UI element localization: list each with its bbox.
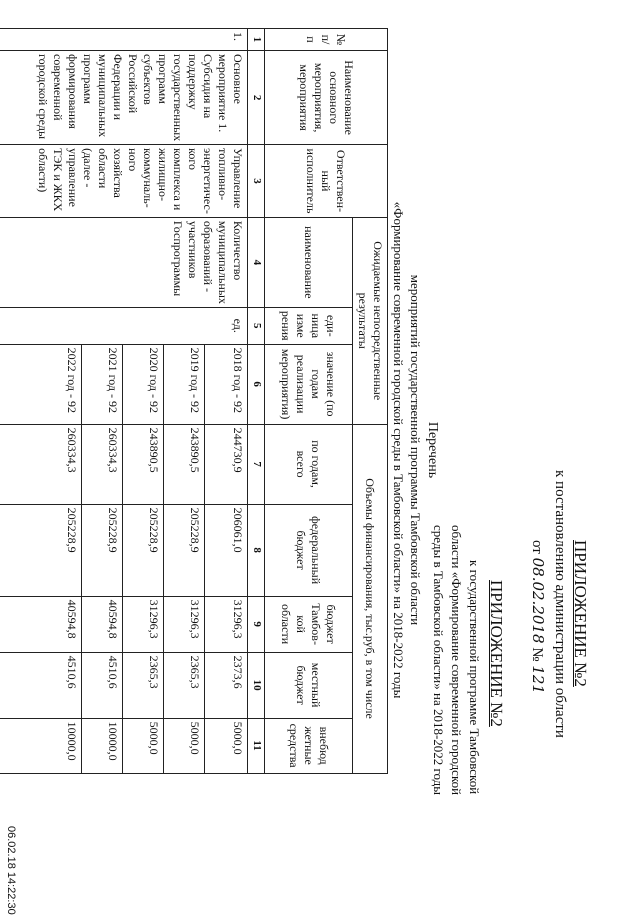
col-number: 3 — [248, 145, 265, 218]
col-number: 11 — [248, 718, 265, 773]
col-header-federal: федеральный бюджет — [265, 504, 353, 596]
regional-value: 31296,3 — [231, 599, 246, 639]
date-label: от — [529, 540, 545, 554]
col-number: 10 — [248, 652, 265, 718]
program-appendix-line: среды в Тамбовской области» на 2018-2022 годы — [431, 525, 446, 796]
total-value: 260334,3 — [0, 425, 82, 504]
col-number: 6 — [248, 344, 265, 424]
measure-name: Основное мероприятие 1. Субсидия на поддержку государственных программ субъектов Российской Федерации и муниципальных программ формирования современной городской среды — [0, 51, 248, 145]
program-appendix-line: к государственной программе Тамбовской — [467, 560, 482, 795]
local-value: 4510,6 — [82, 653, 123, 718]
year-values — [0, 344, 248, 424]
federal-value: 205228,9 — [82, 505, 123, 596]
print-timestamp — [5, 826, 19, 915]
list-subtitle: «Формирование современной городской среды в Тамбовской области» на 2018-2022 годы — [391, 201, 406, 699]
total-values — [0, 424, 248, 504]
table-row — [0, 29, 248, 774]
date-value-handwritten: 08.02.2018 — [529, 557, 547, 644]
regional-value: 40594,8 — [0, 597, 82, 652]
measures-table — [0, 28, 388, 774]
federal-values — [0, 504, 248, 596]
local-value: 2373,6 — [231, 655, 246, 689]
local-value: 2365,3 — [164, 653, 205, 718]
col-number: 2 — [248, 51, 265, 145]
regional-value: 31296,3 — [164, 597, 205, 652]
col-header-num: № п/п — [265, 29, 388, 51]
header-row — [353, 29, 388, 774]
number-label: № — [529, 647, 545, 662]
year-value: 2019 год - 92 — [164, 345, 205, 424]
col-header-total: по годам, всего — [265, 424, 353, 504]
col-header-result-name: наименование — [265, 217, 353, 307]
local-values — [0, 652, 248, 718]
offbudget-value: 10000,0 — [0, 719, 82, 773]
appendix-subtitle: к постановлению администрации области — [552, 470, 568, 738]
offbudget-value: 5000,0 — [231, 721, 246, 755]
local-value: 4510,6 — [0, 653, 82, 718]
col-header-name: Наименование основного мероприятия, мероприятия — [265, 51, 388, 145]
col-header-finance: Объемы финансирования, тыс.руб, в том числе — [353, 424, 388, 773]
program-appendix-title: ПРИЛОЖЕНИЕ №2 — [487, 580, 506, 727]
col-header-local: местный бюджет — [265, 652, 353, 718]
list-title: Перечень — [425, 421, 440, 479]
year-value: 2018 год - 92 — [231, 347, 246, 413]
number-value-handwritten: 121 — [529, 665, 547, 694]
column-number-row — [248, 29, 265, 774]
federal-value: 205228,9 — [0, 505, 82, 596]
federal-value: 205228,9 — [164, 505, 205, 596]
list-subtitle: мероприятий государственной программы Тамбовской области — [408, 274, 423, 626]
col-number: 1 — [248, 29, 265, 51]
regional-value: 31296,3 — [123, 597, 164, 652]
appendix-title: ПРИЛОЖЕНИЕ №2 — [571, 540, 590, 687]
row-number: 1. — [0, 29, 248, 51]
col-number: 9 — [248, 596, 265, 652]
offbudget-value: 10000,0 — [82, 719, 123, 773]
offbudget-value: 5000,0 — [164, 719, 205, 773]
col-number: 4 — [248, 217, 265, 307]
col-number: 8 — [248, 504, 265, 596]
col-header-regional: бюджет Тамбов-кой области — [265, 596, 353, 652]
total-value: 244730,9 — [231, 427, 246, 473]
program-appendix-line: области «Формирование современной городской — [449, 525, 464, 796]
col-header-unit: еди-ница изме рения — [265, 307, 353, 344]
federal-value: 205228,9 — [123, 505, 164, 596]
col-number: 7 — [248, 424, 265, 504]
local-value: 2365,3 — [123, 653, 164, 718]
regional-values — [0, 596, 248, 652]
appendix-date-line — [528, 540, 547, 694]
col-header-expected-results: Ожидаемые непосредственные результаты — [353, 217, 388, 424]
offbudget-value: 5000,0 — [123, 719, 164, 773]
unit: ед. — [0, 307, 248, 344]
total-value: 243890,5 — [164, 425, 205, 504]
rotated-content — [36, 20, 600, 880]
result-name: Количество муниципальных образований - участников Госпрограммы — [0, 217, 248, 307]
col-header-offbudget: внебюд жетные средства — [265, 718, 353, 773]
year-value: 2020 год - 92 — [123, 345, 164, 424]
federal-value: 206061,0 — [231, 507, 246, 553]
col-header-executor: Ответствен-ный исполнитель — [265, 145, 388, 218]
col-header-value: значение (по годам реализации мероприятия) — [265, 344, 353, 424]
offbudget-values — [0, 718, 248, 773]
col-number: 5 — [248, 307, 265, 344]
timestamp-text: 06.02.18 14:22:30 — [5, 826, 17, 915]
year-value: 2022 год - 92 — [0, 345, 82, 424]
total-value: 260334,3 — [82, 425, 123, 504]
responsible-executor: Управление топливно-энергетичес-кого комплекса и жилищно-коммуналь-ного хозяйства области (далее - управление ТЭК и ЖКХ области) — [0, 145, 248, 218]
regional-value: 40594,8 — [82, 597, 123, 652]
total-value: 243890,5 — [123, 425, 164, 504]
year-value: 2021 год - 92 — [82, 345, 123, 424]
